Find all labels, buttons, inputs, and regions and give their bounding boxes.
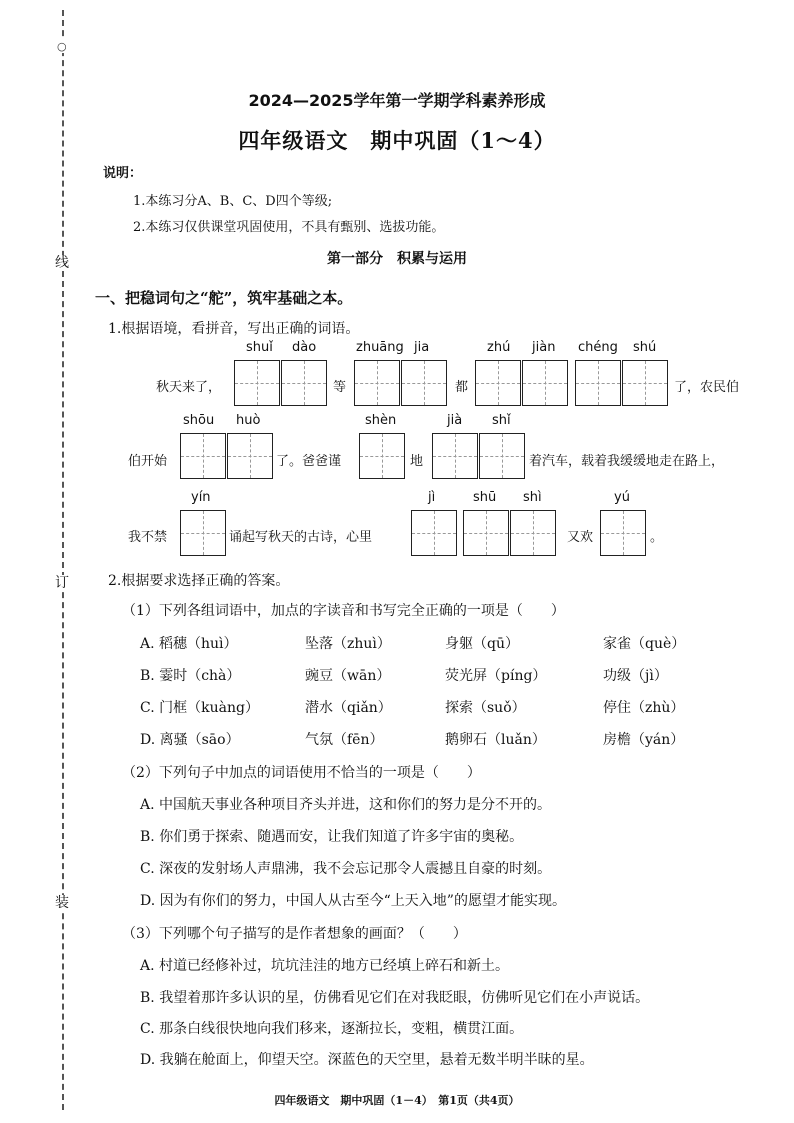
- answer-box[interactable]: [522, 360, 568, 406]
- fill-text: 秋天来了，: [156, 380, 222, 395]
- option-c[interactable]: C. 那条白线很快地向我们移来，逐渐拉长，变粗，横贯江面。: [140, 1021, 524, 1037]
- pinyin: shú: [633, 340, 657, 355]
- fill-text: 着汽车，载着我缓缓地走在路上，: [529, 454, 725, 469]
- pinyin: jì: [428, 490, 436, 505]
- pinyin: dào: [292, 340, 317, 355]
- option-b-3: 荧光屏（píng）: [445, 668, 547, 684]
- question-2-1-stem: （1）下列各组词语中，加点的字读音和书写完全正确的一项是（ ）: [122, 603, 565, 619]
- option-a-4: 家雀（què）: [603, 636, 686, 652]
- option-a-2: 坠落（zhuì）: [305, 636, 391, 652]
- pinyin: shū: [473, 490, 497, 505]
- fill-text: 了。爸爸谨: [276, 454, 342, 469]
- option-d-2: 气氛（fēn）: [305, 732, 384, 748]
- option-b-2: 豌豆（wān）: [305, 668, 391, 684]
- pinyin: shǐ: [492, 413, 511, 428]
- pinyin: zhuāng: [356, 340, 404, 355]
- option-d[interactable]: D. 因为有你们的努力，中国人从古至今“上天入地”的愿望才能实现。: [140, 893, 566, 909]
- option-a-3: 身躯（qū）: [445, 636, 519, 652]
- question-2-2-stem: （2）下列句子中加点的词语使用不恰当的一项是（ ）: [122, 765, 481, 781]
- binding-char-xian: 线: [55, 255, 69, 271]
- pinyin: zhú: [487, 340, 511, 355]
- option-d-4: 房檐（yán）: [603, 732, 685, 748]
- pinyin: shèn: [365, 413, 397, 428]
- question-1-1-stem: 1.根据语境，看拼音，写出正确的词语。: [108, 321, 360, 337]
- option-b[interactable]: B. 你们勇于探索、随遇而安，让我们知道了许多宇宙的奥秘。: [140, 829, 524, 845]
- option-c-4: 停住（zhù）: [603, 700, 685, 716]
- pinyin: huò: [236, 413, 261, 428]
- binding-line: [62, 10, 64, 1110]
- option-b[interactable]: B. 我望着那许多认识的星，仿佛看见它们在对我眨眼，仿佛听见它们在小声说话。: [140, 990, 650, 1006]
- answer-box[interactable]: [180, 510, 226, 556]
- fill-text: 我不禁: [128, 530, 168, 545]
- option-a[interactable]: A. 村道已经修补过，坑坑洼洼的地方已经填上碎石和新土。: [140, 958, 510, 974]
- option-a[interactable]: A. 中国航天事业各种项目齐头并进，这和你们的努力是分不开的。: [140, 797, 552, 813]
- answer-box[interactable]: [180, 433, 226, 479]
- fill-text: 诵起写秋天的古诗，心里: [229, 530, 373, 545]
- fill-text: 等: [333, 380, 347, 395]
- option-c-3: 探索（suǒ）: [445, 700, 526, 716]
- answer-box[interactable]: [600, 510, 646, 556]
- fill-text: 了，农民伯: [674, 380, 740, 395]
- option-d-1[interactable]: D. 离骚（sāo）: [140, 732, 240, 748]
- pinyin: shōu: [183, 413, 215, 428]
- option-d-3: 鹅卵石（luǎn）: [445, 732, 546, 748]
- question-2-heading: 2.根据要求选择正确的答案。: [108, 573, 290, 589]
- answer-box[interactable]: [510, 510, 556, 556]
- option-b-4: 功级（jì）: [603, 668, 668, 684]
- section-title: 第一部分 积累与运用: [327, 251, 467, 267]
- pinyin: shuǐ: [246, 340, 273, 355]
- question-1-heading: 一、把稳词句之“舵”，筑牢基础之本。: [95, 289, 353, 307]
- exam-title: 2024—2025学年第一学期学科素养形成: [248, 91, 546, 110]
- answer-box[interactable]: [281, 360, 327, 406]
- pinyin: yú: [614, 490, 630, 505]
- exam-subtitle: 四年级语文 期中巩固（1～4）: [238, 128, 556, 153]
- answer-box[interactable]: [359, 433, 405, 479]
- answer-box[interactable]: [575, 360, 621, 406]
- option-c-2: 潜水（qiǎn）: [305, 700, 392, 716]
- note-item: 1.本练习分A、B、C、D四个等级;: [133, 194, 333, 209]
- option-d[interactable]: D. 我躺在舱面上，仰望天空。深蓝色的天空里，悬着无数半明半昧的星。: [140, 1052, 594, 1068]
- binding-char-zhuang: 装: [55, 895, 69, 911]
- fill-text: 。: [650, 530, 664, 545]
- answer-box[interactable]: [411, 510, 457, 556]
- fill-text: 地: [410, 454, 424, 469]
- binding-mark: ○: [57, 40, 67, 53]
- fill-text: 又欢: [567, 530, 594, 545]
- answer-box[interactable]: [401, 360, 447, 406]
- pinyin: jiàn: [532, 340, 556, 355]
- pinyin: jià: [447, 413, 463, 428]
- question-2-3-stem: （3）下列哪个句子描写的是作者想象的画面？（ ）: [122, 926, 467, 942]
- pinyin: chéng: [578, 340, 618, 355]
- answer-box[interactable]: [622, 360, 668, 406]
- binding-char-ding: 订: [55, 575, 69, 591]
- option-a-1[interactable]: A. 稻穗（huì）: [140, 636, 238, 652]
- pinyin: jia: [414, 340, 430, 355]
- answer-box[interactable]: [234, 360, 280, 406]
- answer-box[interactable]: [479, 433, 525, 479]
- pinyin: shì: [523, 490, 542, 505]
- option-b-1[interactable]: B. 霎时（chà）: [140, 668, 241, 684]
- answer-box[interactable]: [432, 433, 478, 479]
- option-c[interactable]: C. 深夜的发射场人声鼎沸，我不会忘记那令人震撼且自豪的时刻。: [140, 861, 552, 877]
- option-c-1[interactable]: C. 门框（kuàng）: [140, 700, 259, 716]
- answer-box[interactable]: [463, 510, 509, 556]
- fill-text: 都: [455, 380, 469, 395]
- answer-box[interactable]: [475, 360, 521, 406]
- page-footer: 四年级语文 期中巩固（1－4） 第1页（共4页）: [274, 1094, 520, 1107]
- note-item: 2.本练习仅供课堂巩固使用，不具有甄别、选拔功能。: [133, 220, 445, 235]
- answer-box[interactable]: [354, 360, 400, 406]
- notes-label: 说明：: [103, 166, 143, 181]
- pinyin: yín: [191, 490, 211, 505]
- fill-text: 伯开始: [128, 454, 168, 469]
- answer-box[interactable]: [227, 433, 273, 479]
